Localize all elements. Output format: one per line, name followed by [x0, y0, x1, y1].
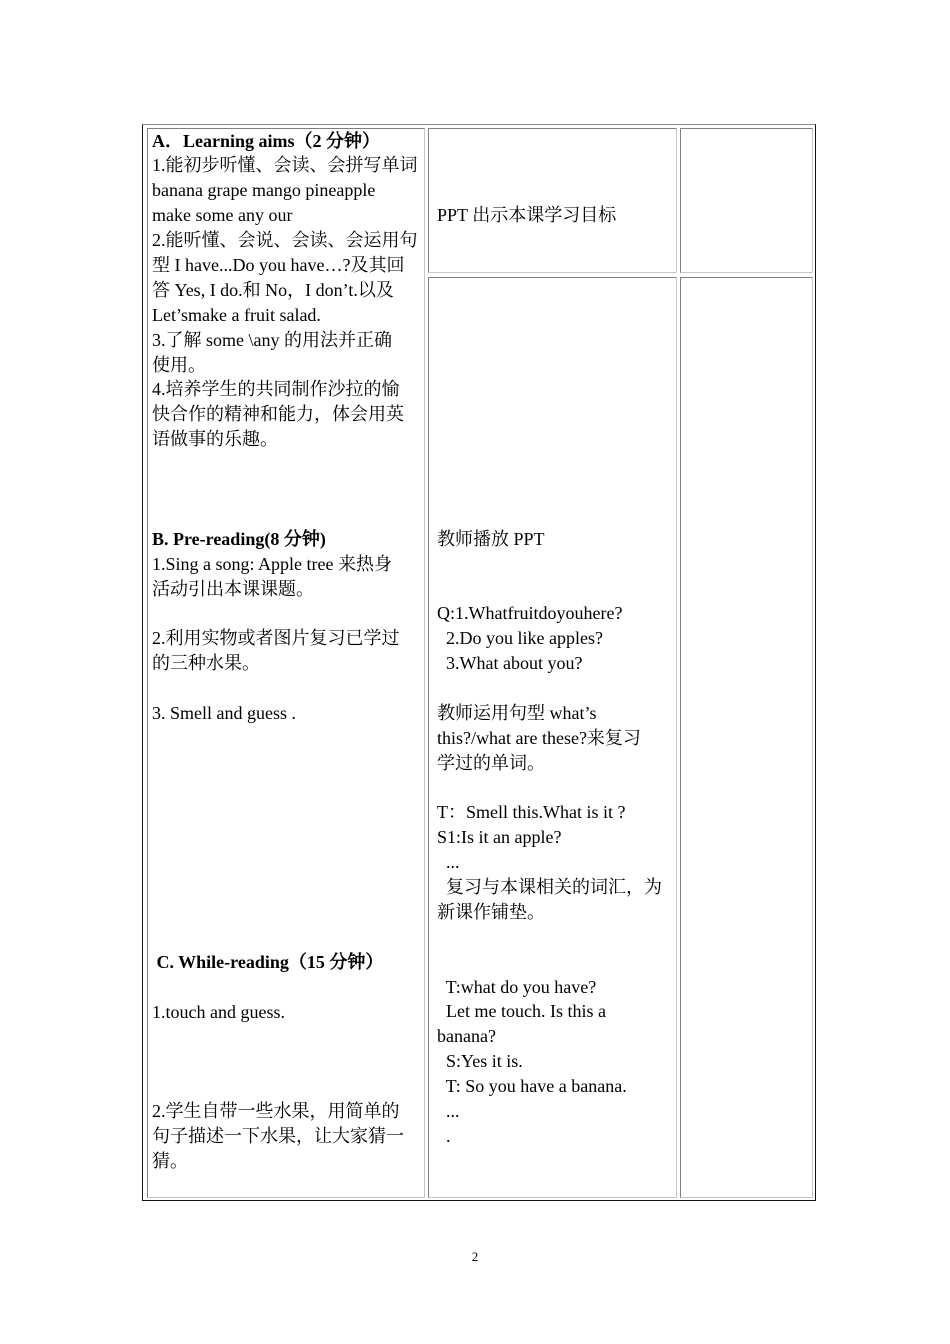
text-line: 句子描述一下水果，让大家猜一: [152, 1126, 404, 1147]
text-line: 新课作铺垫。: [437, 901, 545, 922]
text-line: 快合作的精神和能力，体会用英: [152, 404, 404, 425]
text-line: 1.touch and guess.: [152, 1001, 285, 1022]
text-line: 2.学生自带一些水果，用简单的: [152, 1101, 400, 1122]
section-c-heading: C. While-reading（15 分钟）: [152, 951, 384, 972]
text-line: 使用。: [152, 354, 206, 375]
text-line: S:Yes it is.: [437, 1051, 523, 1072]
text-line: 1.能初步听懂、会读、会拼写单词: [152, 155, 418, 176]
text-line: 2.能听懂、会说、会读、会运用句: [152, 230, 418, 251]
section-b-heading: B. Pre-reading(8 分钟): [152, 528, 326, 549]
text-line: Let me touch. Is this a: [437, 1001, 606, 1022]
table-cell-notes-bottom: [680, 277, 813, 1198]
activities-text: [152, 129, 418, 1174]
text-line: 答 Yes, I do.和 No，I don’t.以及: [152, 279, 394, 300]
text-line: PPT 出示本课学习目标: [437, 204, 617, 225]
text-line: 教师播放 PPT: [437, 528, 545, 549]
text-line: .: [437, 1125, 451, 1146]
text-line: T：Smell this.What is it ?: [437, 802, 626, 823]
text-line: S1:Is it an apple?: [437, 827, 562, 848]
text-line: ...: [437, 852, 460, 873]
page-number: 2: [471, 1249, 479, 1264]
text-line: banana?: [437, 1026, 496, 1047]
text-line: 2.Do you like apples?: [437, 628, 603, 649]
text-line: Let’smake a fruit salad.: [152, 304, 321, 325]
text-line: 的三种水果。: [152, 653, 260, 674]
text-line: 教师运用句型 what’s: [437, 702, 597, 723]
text-line: 3.了解 some \any 的用法并正确: [152, 329, 392, 350]
table-cell-teacher-top: [428, 128, 677, 273]
text-line: 2.利用实物或者图片复习已学过: [152, 628, 400, 649]
teacher-top-text: [437, 203, 616, 228]
text-line: 活动引出本课课题。: [152, 578, 314, 599]
section-a-heading: A．Learning aims（2 分钟）: [152, 130, 381, 151]
text-line: 型 I have...Do you have…?及其回: [152, 254, 405, 275]
text-line: 3.What about you?: [437, 652, 583, 673]
text-line: 4.培养学生的共同制作沙拉的愉: [152, 379, 400, 400]
text-line: this?/what are these?来复习: [437, 727, 641, 748]
text-line: T: So you have a banana.: [437, 1076, 627, 1097]
text-line: 学过的单词。: [437, 752, 545, 773]
text-line: 3. Smell and guess .: [152, 702, 296, 723]
text-line: banana grape mango pineapple: [152, 180, 376, 201]
text-line: 1.Sing a song: Apple tree 来热身: [152, 553, 392, 574]
text-line: 语做事的乐趣。: [152, 429, 278, 450]
teacher-bottom-text: [437, 527, 662, 1149]
text-line: 猜。: [152, 1151, 188, 1172]
text-line: 复习与本课相关的词汇，为: [437, 876, 662, 897]
text-line: ...: [437, 1100, 460, 1121]
text-line: Q:1.Whatfruitdoyouhere?: [437, 603, 623, 624]
text-line: T:what do you have?: [437, 976, 597, 997]
text-line: make some any our: [152, 205, 293, 226]
table-cell-notes-top: [680, 128, 813, 273]
